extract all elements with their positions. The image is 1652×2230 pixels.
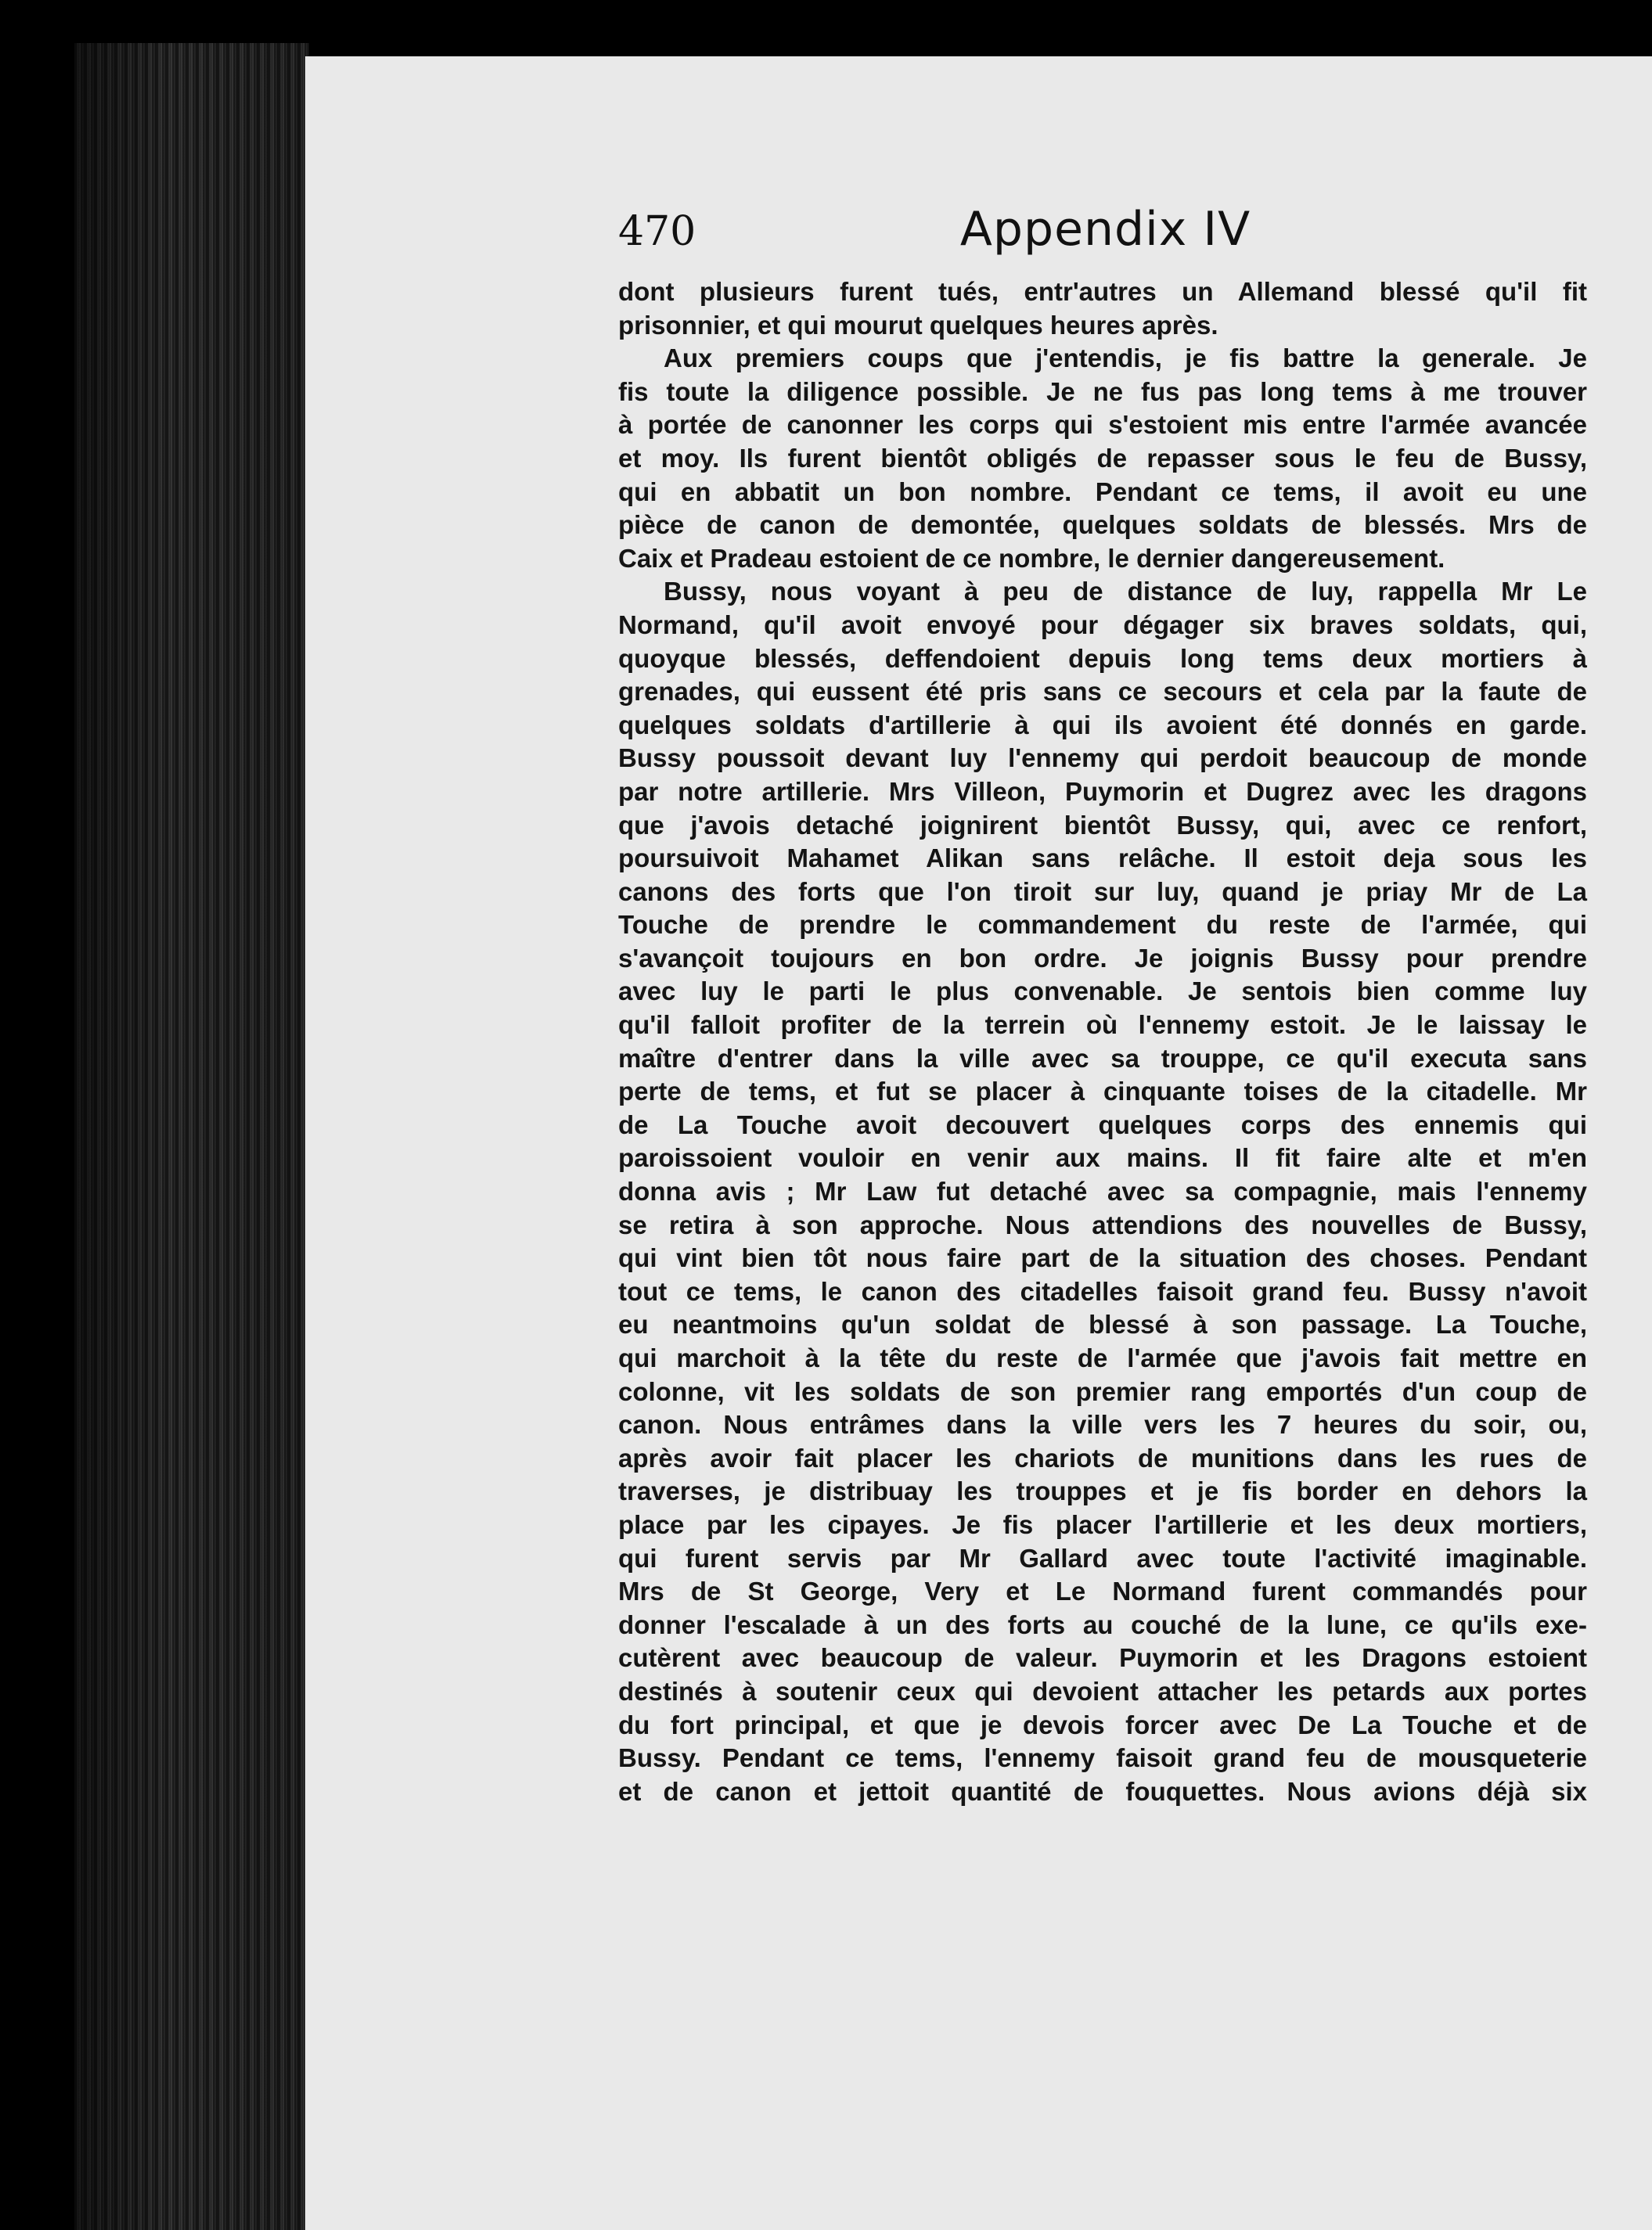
text-line: donna avis ; Mr Law fut detaché avec sa compagnie, mais l'ennemy: [618, 1177, 1587, 1207]
text-line: du fort principal, et que je devois forcer avec De La Touche et de: [618, 1710, 1587, 1739]
text-line: fis toute la diligence possible. Je ne fus pas long tems à me trouver: [618, 376, 1587, 406]
book-page-edges: [74, 43, 309, 2230]
text-line: traverses, je distribuay les trouppes et je fis border en dehors la: [618, 1476, 1587, 1506]
text-line: quoyque blessés, deffendoient depuis long tems deux mortiers à: [618, 643, 1587, 673]
text-line: canons des forts que l'on tiroit sur luy, quand je priay Mr de La: [618, 876, 1587, 906]
text-line: quelques soldats d'artillerie à qui ils avoient été donnés en garde.: [618, 710, 1587, 739]
text-line: canon. Nous entrâmes dans la ville vers les 7 heures du soir, ou,: [618, 1410, 1587, 1440]
text-line: par notre artillerie. Mrs Villeon, Puymorin et Dugrez avec les dragons: [618, 776, 1587, 806]
paragraph-start-line: Bussy, nous voyant à peu de distance de luy, rappella Mr Le: [664, 577, 1587, 606]
text-line: Mrs de St George, Very et Le Normand furent commandés pour: [618, 1577, 1587, 1606]
text-line: et de canon et jettoit quantité de fouquettes. Nous avions déjà six: [618, 1776, 1587, 1806]
text-line: Bussy. Pendant ce tems, l'ennemy faisoit grand feu de mousqueterie: [618, 1743, 1587, 1773]
page-number: 470: [618, 208, 696, 255]
text-line: et moy. Ils furent bientôt obligés de repasser sous le feu de Bussy,: [618, 443, 1587, 473]
text-line: prisonnier, et qui mourut quelques heures après.: [618, 310, 1218, 340]
text-line: perte de tems, et fut se placer à cinquante toises de la citadelle. Mr: [618, 1077, 1587, 1106]
text-line: de La Touche avoit decouvert quelques corps des ennemis qui: [618, 1110, 1587, 1139]
paragraph-start-line: Aux premiers coups que j'entendis, je fis battre la generale. Je: [664, 343, 1587, 373]
text-line: colonne, vit les soldats de son premier rang emportés d'un coup de: [618, 1376, 1587, 1406]
body-text: [618, 275, 1587, 1808]
text-line: qui en abbatit un bon nombre. Pendant ce tems, il avoit eu une: [618, 477, 1587, 506]
text-line: place par les cipayes. Je fis placer l'artillerie et les deux mortiers,: [618, 1509, 1587, 1539]
text-line: grenades, qui eussent été pris sans ce secours et cela par la faute de: [618, 677, 1587, 707]
text-line: dont plusieurs furent tués, entr'autres un Allemand blessé qu'il fit: [618, 277, 1587, 306]
text-line: qui furent servis par Mr Gallard avec toute l'activité imaginable.: [618, 1543, 1587, 1573]
text-line: poursuivoit Mahamet Alikan sans relâche. Il estoit deja sous les: [618, 843, 1587, 873]
text-line: après avoir fait placer les chariots de munitions dans les rues de: [618, 1443, 1587, 1473]
text-line: se retira à son approche. Nous attendions des nouvelles de Bussy,: [618, 1210, 1587, 1239]
text-line: donner l'escalade à un des forts au couché de la lune, ce qu'ils exe-: [618, 1610, 1587, 1639]
text-line: avec luy le parti le plus convenable. Je sentois bien comme luy: [618, 977, 1587, 1006]
text-line: qu'il falloit profiter de la terrein où l'ennemy estoit. Je le laissay le: [618, 1010, 1587, 1040]
text-line: eu neantmoins qu'un soldat de blessé à son passage. La Touche,: [618, 1310, 1587, 1340]
text-line: Bussy poussoit devant luy l'ennemy qui perdoit beaucoup de monde: [618, 743, 1587, 773]
text-line: pièce de canon de demontée, quelques soldats de blessés. Mrs de: [618, 510, 1587, 540]
text-line: qui marchoit à la tête du reste de l'armée que j'avois fait mettre en: [618, 1343, 1587, 1372]
text-line: destinés à soutenir ceux qui devoient attacher les petards aux portes: [618, 1676, 1587, 1706]
text-line: Normand, qu'il avoit envoyé pour dégager six braves soldats, qui,: [618, 610, 1587, 639]
text-line: s'avançoit toujours en bon ordre. Je joignis Bussy pour prendre: [618, 943, 1587, 973]
text-line: à portée de canonner les corps qui s'estoient mis entre l'armée avancée: [618, 410, 1587, 440]
text-line: que j'avois detaché joignirent bientôt Bussy, qui, avec ce renfort,: [618, 810, 1587, 840]
text-line: qui vint bien tôt nous faire part de la situation des choses. Pendant: [618, 1243, 1587, 1273]
text-line: tout ce tems, le canon des citadelles faisoit grand feu. Bussy n'avoit: [618, 1276, 1587, 1306]
text-line: maître d'entrer dans la ville avec sa trouppe, ce qu'il executa sans: [618, 1043, 1587, 1073]
text-line: Caix et Pradeau estoient de ce nombre, le dernier dangereusement.: [618, 543, 1445, 573]
page-header: [618, 202, 1593, 264]
running-title: Appendix IV: [959, 202, 1251, 257]
text-line: paroissoient vouloir en venir aux mains. Il fit faire alte et m'en: [618, 1143, 1587, 1173]
text-line: cutèrent avec beaucoup de valeur. Puymorin et les Dragons estoient: [618, 1643, 1587, 1673]
text-line: Touche de prendre le commandement du reste de l'armée, qui: [618, 910, 1587, 940]
